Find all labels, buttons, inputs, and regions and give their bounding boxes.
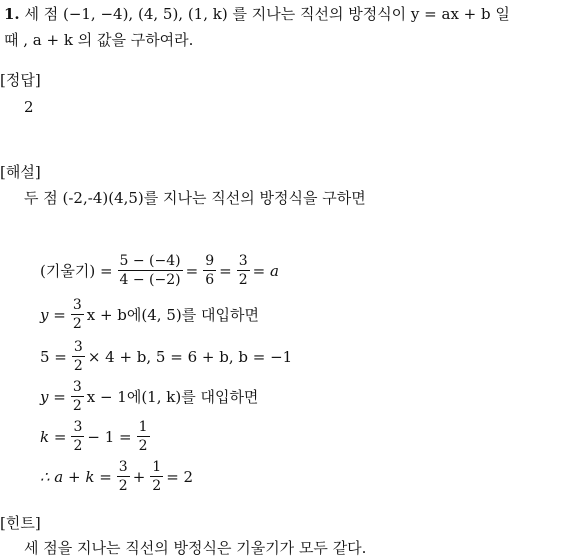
eq5-mid: − 1 =	[87, 427, 132, 446]
fraction	[237, 252, 250, 289]
solution-intro: 두 점 (-2,-4)(4,5)를 지나는 직선의 방정식을 구하면	[24, 189, 366, 207]
eq6-lhs: ∴ a + k =	[40, 467, 112, 486]
fraction	[71, 296, 84, 333]
plus-sign: +	[132, 467, 146, 486]
fraction-denominator: 2	[73, 438, 83, 454]
hint-label: [힌트]	[0, 514, 41, 532]
fraction-numerator: 1	[138, 419, 148, 435]
fraction-numerator: 9	[205, 253, 215, 269]
eq2-rhs: x + b에(4, 5)를 대입하면	[86, 306, 259, 324]
equals-sign: =	[185, 261, 199, 280]
eq3-lhs: 5 =	[40, 347, 67, 366]
fraction-denominator: 2	[72, 316, 82, 332]
fraction-numerator: 1	[152, 459, 162, 475]
fraction	[71, 418, 84, 455]
fraction-denominator: 4 − (−2)	[119, 272, 181, 288]
eq5-lhs: k =	[40, 427, 67, 446]
fraction	[71, 378, 84, 415]
eq4-rhs: x − 1에(1, k)를 대입하면	[86, 388, 259, 406]
equation-substitution	[40, 338, 295, 375]
eq3-rhs: × 4 + b, 5 = 6 + b, b = −1	[87, 347, 293, 366]
fraction	[72, 338, 85, 375]
equals-sign: =	[219, 261, 232, 280]
fraction-denominator: 2	[138, 438, 148, 454]
fraction-numerator: 3	[73, 419, 83, 435]
fraction	[118, 252, 183, 289]
eq1-lhs: (기울기) =	[40, 262, 113, 280]
answer-value: 2	[24, 98, 34, 116]
problem-line-2	[4, 30, 193, 50]
fraction	[117, 458, 130, 495]
equation-line-2	[40, 378, 261, 415]
fraction-numerator: 5 − (−4)	[119, 253, 181, 269]
fraction-numerator: 3	[73, 339, 83, 355]
fraction	[137, 418, 150, 455]
equation-result	[40, 458, 196, 495]
eq1-rhs: = a	[252, 261, 279, 280]
problem-number: 1.	[4, 5, 20, 23]
equation-slope	[40, 252, 282, 289]
fraction-numerator: 3	[72, 379, 82, 395]
answer-label: [정답]	[0, 71, 41, 89]
fraction-denominator: 2	[238, 272, 248, 288]
eq2-lhs: y =	[40, 305, 66, 324]
eq6-rhs: = 2	[166, 467, 194, 486]
fraction-denominator: 2	[73, 358, 83, 374]
problem-line-1	[4, 4, 510, 24]
fraction-denominator: 6	[205, 272, 215, 288]
fraction-denominator: 2	[72, 398, 82, 414]
equation-k	[40, 418, 153, 455]
hint-text: 세 점을 지나는 직선의 방정식은 기울기가 모두 같다.	[24, 539, 367, 557]
fraction-numerator: 3	[238, 253, 248, 269]
fraction-numerator: 3	[118, 459, 128, 475]
fraction	[150, 458, 163, 495]
problem-text-2: 때 , a + k 의 값을 구하여라.	[4, 31, 194, 49]
fraction-denominator: 2	[118, 478, 128, 494]
equation-line	[40, 296, 262, 333]
eq4-lhs: y =	[40, 387, 66, 406]
solution-label: [해설]	[0, 163, 41, 181]
fraction-numerator: 3	[72, 297, 82, 313]
problem-text-1: 세 점 (−1, −4), (4, 5), (1, k) 를 지나는 직선의 방정식이 y = ax + b 일	[24, 5, 510, 23]
fraction	[203, 252, 216, 289]
fraction-denominator: 2	[152, 478, 162, 494]
